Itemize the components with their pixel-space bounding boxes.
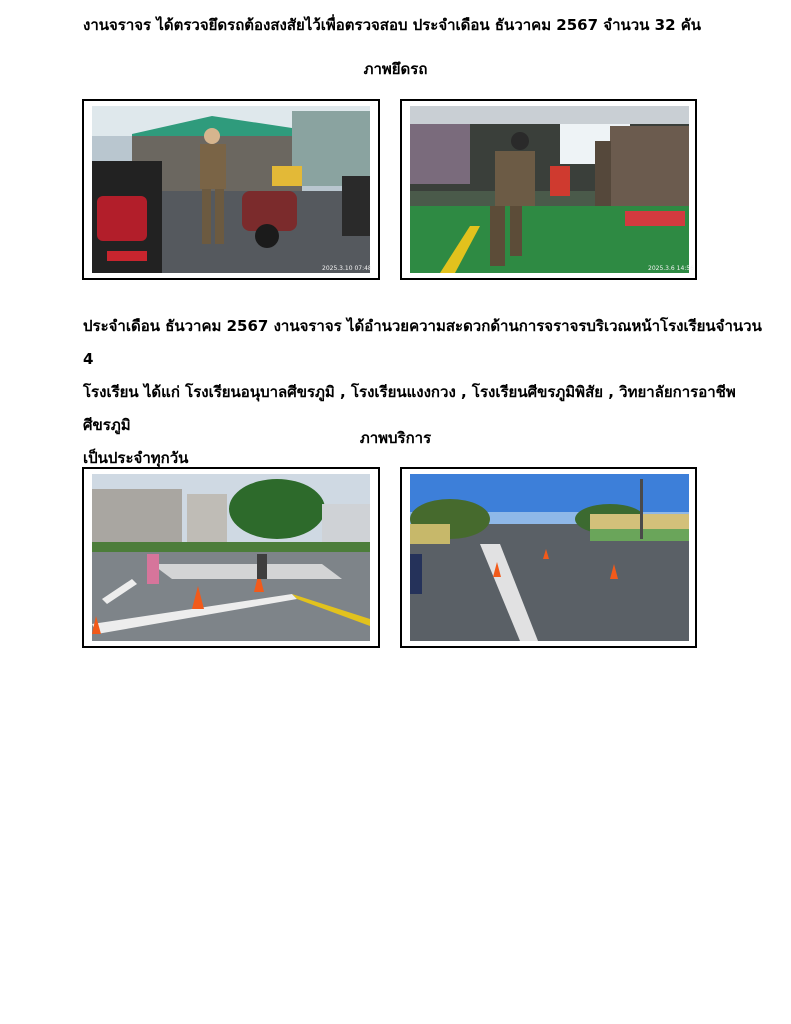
photo-officer-market	[82, 99, 380, 280]
caption-seizure-photos: ภาพยึดรถ	[363, 60, 428, 78]
report-paragraph-school-traffic	[83, 310, 773, 475]
photo-school-crossing	[82, 467, 380, 648]
paragraph-line: เป็นประจำทุกวัน	[83, 449, 189, 467]
paragraph-line: ประจำเดือน ธันวาคม 2567 งานจราจร ได้อำนวยความสะดวกด้านการจราจรบริเวณหน้าโรงเรียนจำนวน 4	[83, 317, 762, 368]
photo-timestamp: 2025.3.6 14:56	[648, 265, 694, 272]
paragraph-line: โรงเรียน ได้แก่ โรงเรียนอนุบาลศีขรภูมิ , โรงเรียนแงงกวง , โรงเรียนศีขรภูมิพิสัย , วิทยาลัยการอาชีพศีขรภูมิ	[83, 383, 736, 434]
report-line-vehicle-seizure: งานจราจร ได้ตรวจยึดรถต้องสงสัยไว้เพื่อตรวจสอบ ประจำเดือน ธันวาคม 2567 จำนวน 32 คัน	[83, 16, 702, 34]
photo-timestamp: 2025.3.10 07:48	[322, 265, 372, 272]
photo-vehicle-inspection	[400, 99, 697, 280]
photo-road-cones	[400, 467, 697, 648]
caption-service-photos: ภาพบริการ	[359, 429, 432, 447]
